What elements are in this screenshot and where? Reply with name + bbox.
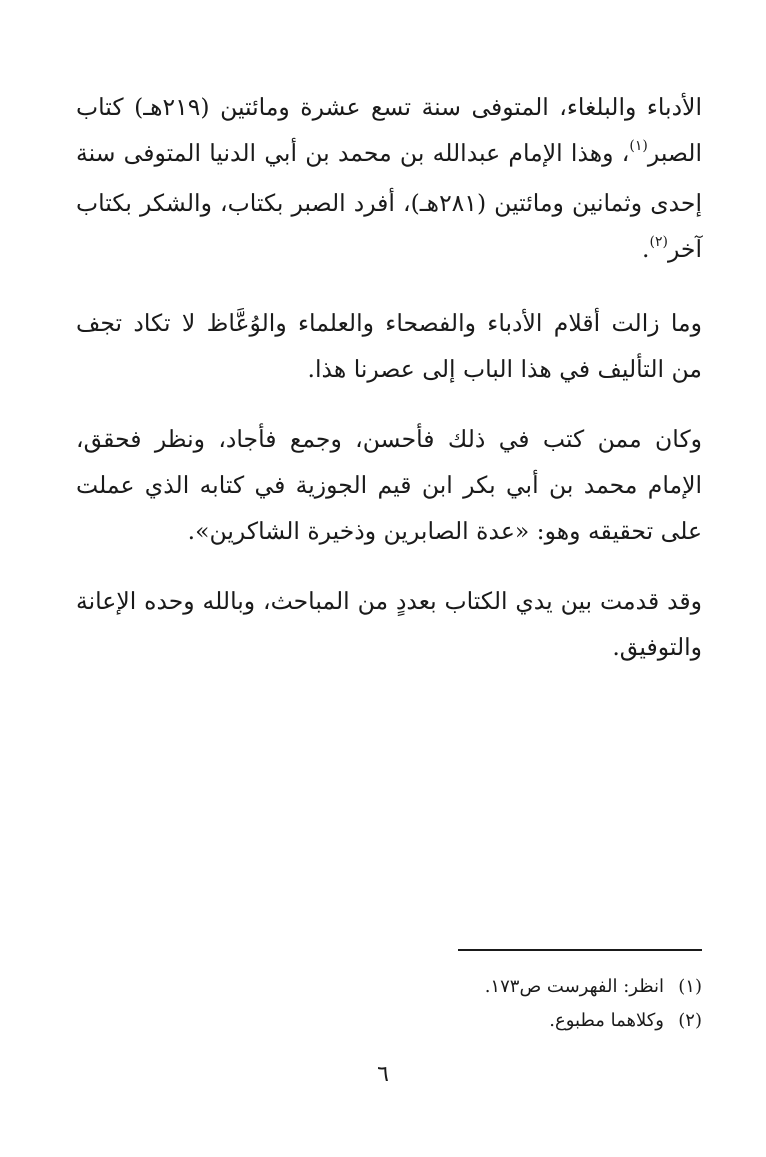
- footnotes: [380, 970, 702, 1038]
- paragraph-text: الأدباء والبلغاء، المتوفى سنة تسع عشرة ومائتين (٢١٩هـ) كتاب الصبر: [76, 93, 702, 167]
- footnote-reference: (٢): [649, 234, 668, 250]
- footnote-separator: [458, 949, 702, 951]
- paragraph: [76, 84, 702, 276]
- paragraph: [76, 416, 702, 554]
- footnote: [380, 1004, 702, 1038]
- footnote-number: (١): [678, 976, 702, 997]
- paragraph-text: وقد قدمت بين يدي الكتاب بعددٍ من المباحث، وبالله وحده الإعانة والتوفيق.: [76, 587, 702, 661]
- footnote: [380, 970, 702, 1004]
- footnote-reference: (١): [629, 138, 648, 154]
- footnote-text: انظر: الفهرست ص١٧٣.: [484, 976, 664, 997]
- paragraph-text: .: [642, 235, 650, 263]
- page-number: ٦: [377, 1062, 389, 1087]
- paragraph-text: وما زالت أقلام الأدباء والفصحاء والعلماء والوُعَّاظ لا تكاد تجف من التأليف في هذا الباب إلى عصرنا هذا.: [76, 309, 702, 383]
- paragraph: [76, 300, 702, 392]
- paragraph: [76, 578, 702, 670]
- paragraph-text: وكان ممن كتب في ذلك فأحسن، وجمع فأجاد، ونظر فحقق، الإمام محمد بن أبي بكر ابن قيم الجوزية في كتابه الذي عملت على تحقيقه وهو: «عدة الصابرين وذخيرة الشاكرين».: [76, 425, 702, 545]
- main-text: [76, 84, 702, 694]
- paragraph-text: ، وهذا الإمام عبدالله بن محمد بن أبي الدنيا المتوفى سنة إحدى وثمانين ومائتين (٢٨١هـ)، أفرد الصبر بكتاب، والشكر بكتاب آخر: [76, 139, 702, 263]
- footnote-text: وكلاهما مطبوع.: [549, 1010, 664, 1031]
- footnote-number: (٢): [678, 1010, 702, 1031]
